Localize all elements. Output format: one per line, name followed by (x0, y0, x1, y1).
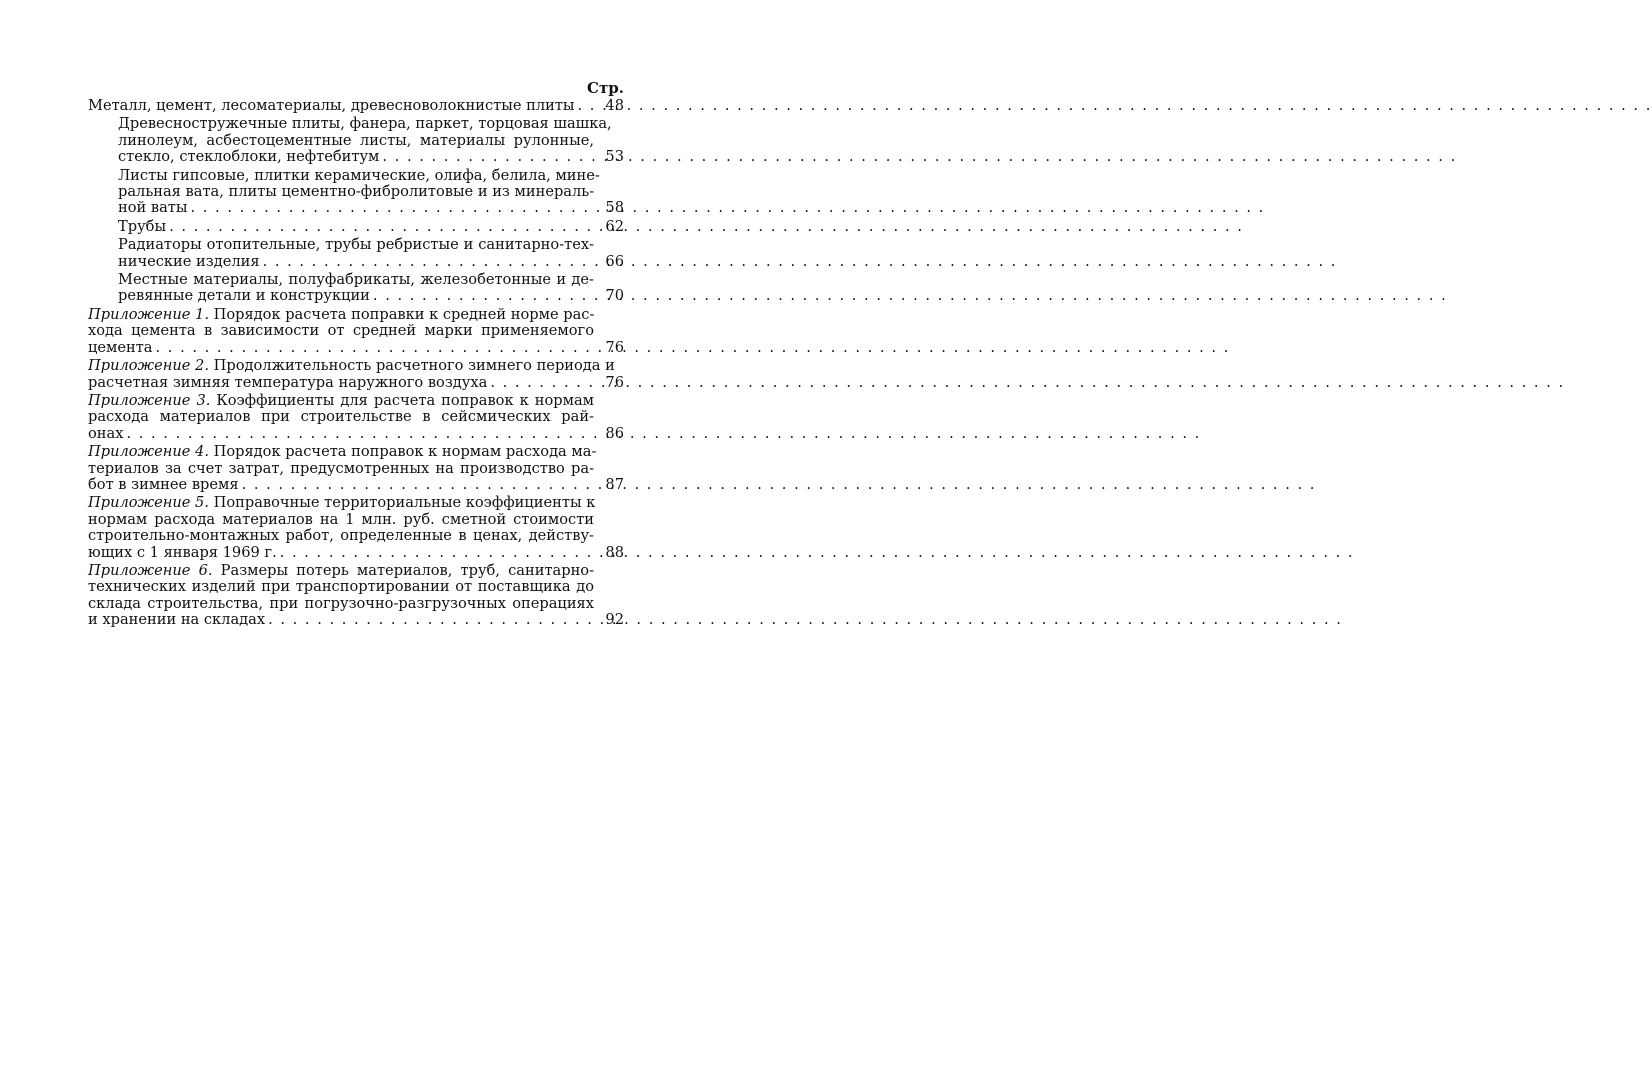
dot-leader (277, 545, 594, 561)
toc-entry-text (88, 596, 594, 612)
toc-entry-text-fragment: Размеры потерь материалов, труб, санитарно- (212, 561, 595, 579)
toc-entry-line (88, 426, 594, 442)
toc-entry-line (88, 393, 594, 409)
toc-entry-text (88, 579, 594, 595)
toc-entry (88, 168, 624, 217)
toc-entry (88, 116, 624, 165)
toc-entry (88, 393, 624, 442)
toc-entry-text-fragment: Порядок расчета поправок к нормам расхода ма- (208, 443, 597, 461)
toc-entry-text (88, 512, 594, 528)
appendix-label: Приложение 4. (88, 443, 209, 461)
toc-entry-line (88, 495, 594, 511)
toc-entry (88, 444, 624, 493)
toc-entry-text (118, 184, 594, 200)
toc-entry-text (118, 200, 187, 216)
toc-entry-line (118, 166, 600, 184)
toc-entry-text (88, 340, 153, 356)
toc-entry-text-fragment: Поправочные территориальные коэффициенты к (208, 494, 596, 512)
toc-entry-text (88, 545, 277, 561)
dot-leader (166, 219, 594, 235)
toc-entry-text (88, 393, 594, 409)
toc-entry-line (118, 149, 594, 165)
dot-leader (187, 200, 594, 216)
toc-entry-text (118, 272, 594, 288)
page-number: 48 (605, 97, 624, 114)
dot-leader (153, 340, 594, 356)
toc-entry-text-fragment: ной ваты (118, 199, 188, 217)
toc-entry-line (88, 340, 594, 356)
toc-entry-line (118, 272, 594, 288)
toc-entry-text (88, 444, 596, 460)
toc-entry-text-fragment: териалов за счет затрат, предусмотренных на производство ра- (88, 459, 594, 477)
toc-entry-line (88, 409, 594, 425)
dot-leader (260, 254, 594, 270)
toc-entry-text (118, 237, 594, 253)
dot-leader (239, 477, 594, 493)
appendix-label: Приложение 2. (88, 357, 209, 375)
appendix-label: Приложение 3. (88, 391, 211, 409)
toc-entry-text (88, 409, 594, 425)
toc-entry-text (118, 168, 600, 184)
appendix-label: Приложение 1. (88, 305, 209, 323)
toc-entry-line (118, 288, 594, 304)
table-of-contents (88, 80, 624, 631)
toc-entry-text-fragment: расхода материалов при строительстве в сейсмических рай- (88, 408, 594, 426)
dot-leader (265, 612, 594, 628)
toc-entry-line (118, 115, 612, 133)
toc-entry-line (118, 184, 594, 200)
toc-entry-line (88, 545, 594, 561)
page-number: 76 (605, 373, 624, 391)
toc-entry-line (88, 461, 594, 477)
toc-entry-line (88, 357, 615, 375)
toc-entry-text-fragment: Порядок расчета поправки к средней норме рас- (208, 305, 595, 323)
page-number: 88 (605, 543, 624, 561)
toc-entry-text-fragment: строительно-монтажных работ, определенные в ценах, действу- (88, 527, 594, 545)
toc-entries (88, 98, 624, 629)
dot-leader (487, 375, 594, 391)
toc-entry-line (88, 528, 594, 544)
page-number: 70 (605, 287, 624, 305)
page-number: 87 (605, 475, 624, 493)
toc-entry (88, 219, 624, 235)
toc-entry-line (88, 512, 594, 528)
toc-entry-line (88, 563, 594, 579)
toc-entry-line (118, 237, 594, 253)
page-number: 66 (605, 252, 624, 270)
toc-entry-text (118, 116, 612, 132)
appendix-label: Приложение 6. (88, 561, 213, 579)
toc-entry-text (88, 477, 239, 493)
toc-entry-text (118, 149, 379, 165)
page-number: 92 (605, 611, 624, 629)
page-number: 76 (605, 338, 624, 356)
toc-entry (88, 495, 624, 561)
toc-entry-text-fragment: ревянные детали и конструкции (118, 287, 370, 305)
toc-entry-line (118, 219, 594, 235)
toc-entry-text (88, 358, 615, 374)
toc-entry-line (88, 375, 594, 391)
toc-entry-text (118, 288, 370, 304)
toc-entry-text (88, 461, 594, 477)
toc-entry-text (88, 612, 265, 628)
toc-entry-line (118, 200, 594, 216)
toc-entry-text-fragment: линолеум, асбестоцементные листы, материалы рулонные, (118, 131, 594, 149)
toc-entry-line (88, 443, 597, 461)
toc-entry-text-fragment: расчетная зимняя температура наружного воздуха (88, 373, 488, 391)
toc-entry-text (88, 323, 594, 339)
toc-entry-text-fragment: склада строительства, при погрузочно-разгрузочных операциях (88, 594, 594, 612)
dot-leader (123, 426, 594, 442)
toc-entry-text (88, 495, 595, 511)
toc-entry-text-fragment: ющих с 1 января 1969 г. (88, 543, 277, 561)
page-number: 58 (605, 199, 624, 217)
toc-entry-text (88, 98, 575, 114)
toc-entry-line (88, 579, 594, 595)
toc-entry-text-fragment: хода цемента в зависимости от средней марки применяемого (88, 322, 594, 340)
toc-entry (88, 237, 624, 270)
toc-entry-text-fragment: ральная вата, плиты цементно-фибролитовые и из минераль- (118, 183, 595, 201)
toc-entry-text-fragment: цемента (88, 338, 153, 356)
toc-entry-line (88, 477, 594, 493)
toc-entry-text-fragment: онах (88, 424, 124, 442)
toc-entry-line (118, 133, 594, 149)
toc-entry-line (118, 254, 594, 270)
toc-entry-line (88, 98, 594, 114)
toc-entry-text (88, 528, 594, 544)
appendix-label: Приложение 5. (88, 494, 209, 512)
toc-entry-text-fragment: Продолжительность расчетного зимнего периода и (208, 357, 615, 375)
toc-entry-text (88, 307, 594, 323)
toc-entry (88, 307, 624, 356)
toc-entry-text (118, 133, 594, 149)
toc-entry-text-fragment: стекло, стеклоблоки, нефтебитум (118, 148, 380, 166)
dot-leader (575, 98, 594, 114)
toc-entry-text-fragment: Листы гипсовые, плитки керамические, олифа, белила, мине- (118, 166, 600, 184)
toc-entry (88, 563, 624, 629)
toc-entry-text (88, 563, 594, 579)
toc-entry-text-fragment: бот в зимнее время (88, 475, 239, 493)
toc-entry-text-fragment: Металл, цемент, лесоматериалы, древесноволокнистые плиты (88, 97, 575, 114)
toc-entry (88, 272, 624, 305)
toc-entry-text (88, 426, 123, 442)
toc-entry-line (88, 612, 594, 628)
toc-entry (88, 98, 624, 114)
page-number: 53 (605, 148, 624, 166)
toc-entry-text-fragment: нормам расхода материалов на 1 млн. руб. сметной стоимости (88, 510, 594, 528)
toc-entry-text (118, 254, 260, 270)
toc-entry-line (88, 323, 594, 339)
toc-entry-text-fragment: Местные материалы, полуфабрикаты, железобетонные и де- (118, 271, 594, 289)
page-number: 86 (605, 424, 624, 442)
dot-leader (370, 288, 594, 304)
toc-entry-text-fragment: Трубы (118, 217, 167, 235)
dot-leader (379, 149, 594, 165)
toc-entry-line (88, 596, 594, 612)
toc-entry-text-fragment: Древесностружечные плиты, фанера, паркет, торцовая шашка, (118, 115, 612, 133)
toc-entry-text-fragment: и хранении на складах (88, 611, 266, 629)
toc-entry-text (118, 219, 166, 235)
toc-entry-text (88, 375, 487, 391)
toc-entry (88, 358, 624, 391)
toc-entry-text-fragment: нические изделия (118, 252, 260, 270)
toc-entry-line (88, 307, 594, 323)
toc-entry-text-fragment: Радиаторы отопительные, трубы ребристые и санитарно-тех- (118, 236, 594, 254)
toc-entry-text-fragment: Коэффициенты для расчета поправок к нормам (210, 391, 594, 409)
page-column-header: Стр. (587, 79, 624, 97)
toc-entry-text-fragment: технических изделий при транспортировании от поставщика до (88, 578, 594, 596)
page-number: 62 (605, 217, 624, 235)
